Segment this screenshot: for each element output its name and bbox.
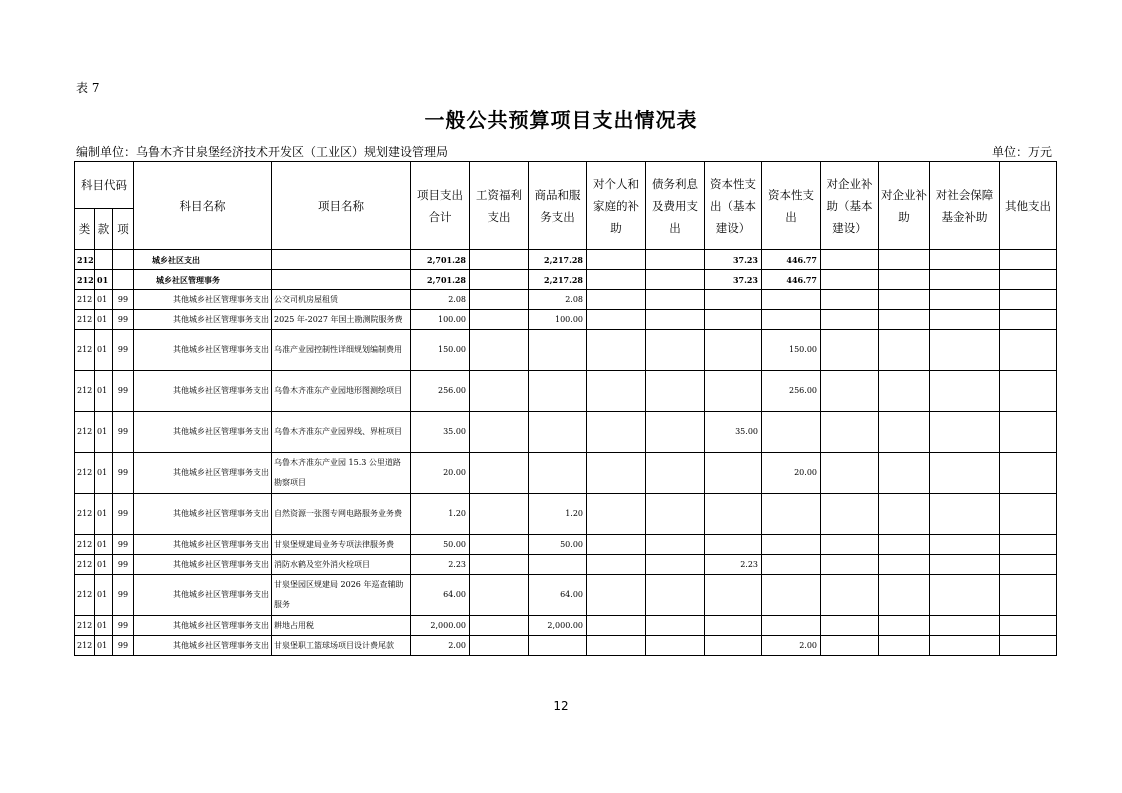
cell-subject: 其他城乡社区管理事务支出 [134,330,272,371]
cell-capital [762,535,821,555]
cell-subject: 其他城乡社区管理事务支出 [134,535,272,555]
cell-subject: 其他城乡社区管理事务支出 [134,636,272,656]
cell-project: 甘泉堡园区规建局 2026 年巡查辅助服务 [272,575,411,616]
cell-debt [646,412,705,453]
cell-total: 1.20 [411,494,470,535]
cell-xiang: 99 [113,494,134,535]
cell-lei: 212 [75,412,95,453]
cell-project: 2025 年-2027 年国土勘测院服务费 [272,310,411,330]
cell-enterprise [879,555,930,575]
cell-lei: 212 [75,575,95,616]
cell-capital [762,412,821,453]
cell-project: 甘泉堡职工篮球场项目设计费尾款 [272,636,411,656]
cell-other [1000,250,1057,270]
cell-debt [646,250,705,270]
cell-goods [529,453,587,494]
cell-social [930,371,1000,412]
table-row [75,636,1057,656]
cell-lei: 212 [75,535,95,555]
cell-total: 2.08 [411,290,470,310]
table-row [75,575,1057,616]
cell-personal [587,575,646,616]
cell-enterprise-basic [821,330,879,371]
header-subject-name: 科目名称 [134,162,272,250]
cell-other [1000,310,1057,330]
cell-enterprise [879,330,930,371]
cell-personal [587,636,646,656]
cell-wages [470,453,529,494]
cell-capital-basic [705,330,762,371]
cell-debt [646,616,705,636]
cell-total: 64.00 [411,575,470,616]
cell-enterprise-basic [821,412,879,453]
cell-subject: 其他城乡社区管理事务支出 [134,371,272,412]
cell-wages [470,494,529,535]
cell-total: 2,000.00 [411,616,470,636]
cell-enterprise [879,636,930,656]
cell-capital [762,290,821,310]
cell-enterprise-basic [821,453,879,494]
cell-social [930,616,1000,636]
cell-kuan: 01 [95,575,113,616]
cell-social [930,330,1000,371]
cell-debt [646,330,705,371]
header-debt: 债务利息及费用支出 [646,162,705,250]
cell-subject: 其他城乡社区管理事务支出 [134,575,272,616]
cell-project: 公交司机房屋租赁 [272,290,411,310]
cell-xiang: 99 [113,636,134,656]
cell-kuan: 01 [95,330,113,371]
cell-project [272,250,411,270]
table-row [75,555,1057,575]
cell-capital-basic: 2.23 [705,555,762,575]
cell-lei: 212 [75,494,95,535]
cell-total: 2,701.28 [411,270,470,290]
cell-project: 乌鲁木齐准东产业园界线、界桩项目 [272,412,411,453]
cell-wages [470,270,529,290]
cell-total: 35.00 [411,412,470,453]
cell-capital: 256.00 [762,371,821,412]
cell-kuan: 01 [95,555,113,575]
table-row [75,270,1057,290]
cell-enterprise [879,371,930,412]
cell-goods [529,371,587,412]
cell-debt [646,270,705,290]
cell-enterprise-basic [821,535,879,555]
cell-other [1000,555,1057,575]
cell-wages [470,250,529,270]
cell-kuan: 01 [95,494,113,535]
cell-subject: 其他城乡社区管理事务支出 [134,494,272,535]
header-other: 其他支出 [1000,162,1057,250]
header-total: 项目支出合计 [411,162,470,250]
cell-subject: 其他城乡社区管理事务支出 [134,310,272,330]
cell-goods: 50.00 [529,535,587,555]
cell-capital-basic [705,290,762,310]
cell-subject: 城乡社区支出 [134,250,272,270]
cell-goods [529,330,587,371]
header-lei: 类 [75,209,95,250]
cell-enterprise [879,535,930,555]
table-row [75,290,1057,310]
cell-lei: 212 [75,371,95,412]
cell-social [930,412,1000,453]
cell-personal [587,310,646,330]
cell-social [930,636,1000,656]
header-wages: 工资福利支出 [470,162,529,250]
page-number: 12 [553,699,569,713]
table-row [75,494,1057,535]
cell-social [930,575,1000,616]
cell-kuan: 01 [95,412,113,453]
cell-kuan [95,250,113,270]
table-row [75,616,1057,636]
cell-enterprise [879,270,930,290]
cell-kuan: 01 [95,270,113,290]
cell-enterprise-basic [821,290,879,310]
cell-capital [762,575,821,616]
cell-goods: 2,217.28 [529,270,587,290]
cell-total: 150.00 [411,330,470,371]
cell-project: 乌鲁木齐准东产业园地形图测绘项目 [272,371,411,412]
cell-debt [646,636,705,656]
cell-enterprise-basic [821,555,879,575]
cell-personal [587,270,646,290]
cell-lei: 212 [75,453,95,494]
cell-other [1000,636,1057,656]
cell-goods: 2,217.28 [529,250,587,270]
cell-xiang: 99 [113,412,134,453]
cell-xiang [113,270,134,290]
cell-social [930,250,1000,270]
cell-capital: 150.00 [762,330,821,371]
cell-capital: 20.00 [762,453,821,494]
org-label: 编制单位：乌鲁木齐甘泉堡经济技术开发区（工业区）规划建设管理局 [76,145,449,159]
header-goods: 商品和服务支出 [529,162,587,250]
cell-debt [646,535,705,555]
cell-enterprise-basic [821,310,879,330]
cell-wages [470,636,529,656]
cell-capital [762,616,821,636]
cell-capital-basic: 37.23 [705,270,762,290]
cell-debt [646,555,705,575]
cell-xiang: 99 [113,371,134,412]
cell-lei: 212 [75,290,95,310]
cell-social [930,310,1000,330]
cell-total: 100.00 [411,310,470,330]
cell-goods: 100.00 [529,310,587,330]
unit-label: 单位：万元 [991,145,1052,159]
cell-kuan: 01 [95,616,113,636]
header-personal: 对个人和家庭的补助 [587,162,646,250]
cell-debt [646,371,705,412]
cell-enterprise [879,290,930,310]
cell-total: 256.00 [411,371,470,412]
cell-subject: 其他城乡社区管理事务支出 [134,290,272,310]
table-row [75,412,1057,453]
cell-xiang [113,250,134,270]
cell-project: 耕地占用税 [272,616,411,636]
cell-enterprise-basic [821,494,879,535]
cell-debt [646,494,705,535]
cell-subject: 城乡社区管理事务 [134,270,272,290]
budget-table [74,161,1057,656]
cell-goods: 2.08 [529,290,587,310]
cell-lei: 212 [75,310,95,330]
cell-capital: 446.77 [762,250,821,270]
cell-project: 乌准产业园控制性详细规划编制费用 [272,330,411,371]
cell-other [1000,371,1057,412]
cell-social [930,453,1000,494]
cell-xiang: 99 [113,616,134,636]
cell-personal [587,330,646,371]
cell-social [930,535,1000,555]
cell-goods [529,412,587,453]
cell-enterprise-basic [821,636,879,656]
cell-subject: 其他城乡社区管理事务支出 [134,616,272,636]
cell-other [1000,330,1057,371]
cell-subject: 其他城乡社区管理事务支出 [134,555,272,575]
cell-wages [470,330,529,371]
cell-lei: 212 [75,330,95,371]
cell-personal [587,616,646,636]
cell-capital-basic [705,371,762,412]
table-row [75,310,1057,330]
cell-enterprise [879,310,930,330]
cell-personal [587,290,646,310]
cell-xiang: 99 [113,453,134,494]
cell-subject: 其他城乡社区管理事务支出 [134,453,272,494]
cell-capital-basic [705,535,762,555]
cell-project: 甘泉堡规建局业务专项法律服务费 [272,535,411,555]
cell-enterprise [879,453,930,494]
cell-enterprise [879,494,930,535]
cell-capital-basic [705,453,762,494]
header-enterprise-basic: 对企业补助（基本建设） [821,162,879,250]
cell-enterprise-basic [821,575,879,616]
cell-subject: 其他城乡社区管理事务支出 [134,412,272,453]
table-row [75,535,1057,555]
cell-goods: 1.20 [529,494,587,535]
cell-goods [529,555,587,575]
cell-enterprise [879,616,930,636]
header-capital: 资本性支出 [762,162,821,250]
cell-social [930,290,1000,310]
cell-personal [587,371,646,412]
cell-lei: 212 [75,616,95,636]
header-social: 对社会保障基金补助 [930,162,1000,250]
cell-kuan: 01 [95,535,113,555]
cell-lei: 212 [75,555,95,575]
cell-debt [646,310,705,330]
cell-enterprise [879,412,930,453]
table-number: 表 7 [76,81,100,95]
cell-xiang: 99 [113,555,134,575]
cell-debt [646,290,705,310]
cell-xiang: 99 [113,535,134,555]
cell-capital-basic [705,616,762,636]
cell-kuan: 01 [95,371,113,412]
table-row [75,330,1057,371]
cell-wages [470,310,529,330]
cell-other [1000,535,1057,555]
cell-wages [470,290,529,310]
cell-personal [587,250,646,270]
table-row [75,250,1057,270]
cell-capital [762,555,821,575]
header-subject-code: 科目代码 [75,162,134,209]
cell-capital [762,310,821,330]
cell-total: 2,701.28 [411,250,470,270]
cell-other [1000,575,1057,616]
cell-project [272,270,411,290]
header-project-name: 项目名称 [272,162,411,250]
header-enterprise: 对企业补助 [879,162,930,250]
cell-debt [646,453,705,494]
cell-project: 自然资源一张图专网电路服务业务费 [272,494,411,535]
cell-other [1000,270,1057,290]
cell-enterprise-basic [821,250,879,270]
cell-lei: 212 [75,636,95,656]
cell-wages [470,412,529,453]
cell-personal [587,453,646,494]
cell-goods [529,636,587,656]
cell-kuan: 01 [95,636,113,656]
cell-enterprise-basic [821,616,879,636]
table-row [75,371,1057,412]
cell-social [930,555,1000,575]
cell-debt [646,575,705,616]
cell-personal [587,412,646,453]
header-capital-basic: 资本性支出（基本建设） [705,162,762,250]
cell-other [1000,616,1057,636]
cell-enterprise [879,575,930,616]
cell-total: 2.00 [411,636,470,656]
cell-kuan: 01 [95,310,113,330]
cell-social [930,494,1000,535]
cell-other [1000,290,1057,310]
cell-xiang: 99 [113,310,134,330]
cell-wages [470,575,529,616]
cell-capital [762,494,821,535]
cell-capital-basic: 37.23 [705,250,762,270]
cell-personal [587,555,646,575]
cell-lei: 212 [75,270,95,290]
cell-capital: 2.00 [762,636,821,656]
cell-capital-basic: 35.00 [705,412,762,453]
cell-kuan: 01 [95,453,113,494]
cell-project: 消防水鹤及室外消火栓项目 [272,555,411,575]
cell-enterprise-basic [821,371,879,412]
cell-other [1000,412,1057,453]
cell-goods: 64.00 [529,575,587,616]
cell-capital-basic [705,310,762,330]
cell-other [1000,453,1057,494]
cell-total: 20.00 [411,453,470,494]
cell-lei: 212 [75,250,95,270]
header-kuan: 款 [95,209,113,250]
cell-wages [470,555,529,575]
cell-capital-basic [705,575,762,616]
cell-goods: 2,000.00 [529,616,587,636]
cell-wages [470,616,529,636]
cell-personal [587,494,646,535]
cell-total: 2.23 [411,555,470,575]
cell-capital: 446.77 [762,270,821,290]
cell-other [1000,494,1057,535]
cell-personal [587,535,646,555]
cell-xiang: 99 [113,290,134,310]
cell-kuan: 01 [95,290,113,310]
cell-capital-basic [705,636,762,656]
cell-xiang: 99 [113,330,134,371]
cell-social [930,270,1000,290]
cell-xiang: 99 [113,575,134,616]
page-title: 一般公共预算项目支出情况表 [424,108,698,132]
cell-wages [470,371,529,412]
cell-enterprise-basic [821,270,879,290]
cell-capital-basic [705,494,762,535]
header-xiang: 项 [113,209,134,250]
table-row [75,453,1057,494]
cell-project: 乌鲁木齐准东产业园 15.3 公里道路勘察项目 [272,453,411,494]
cell-enterprise [879,250,930,270]
cell-total: 50.00 [411,535,470,555]
cell-wages [470,535,529,555]
